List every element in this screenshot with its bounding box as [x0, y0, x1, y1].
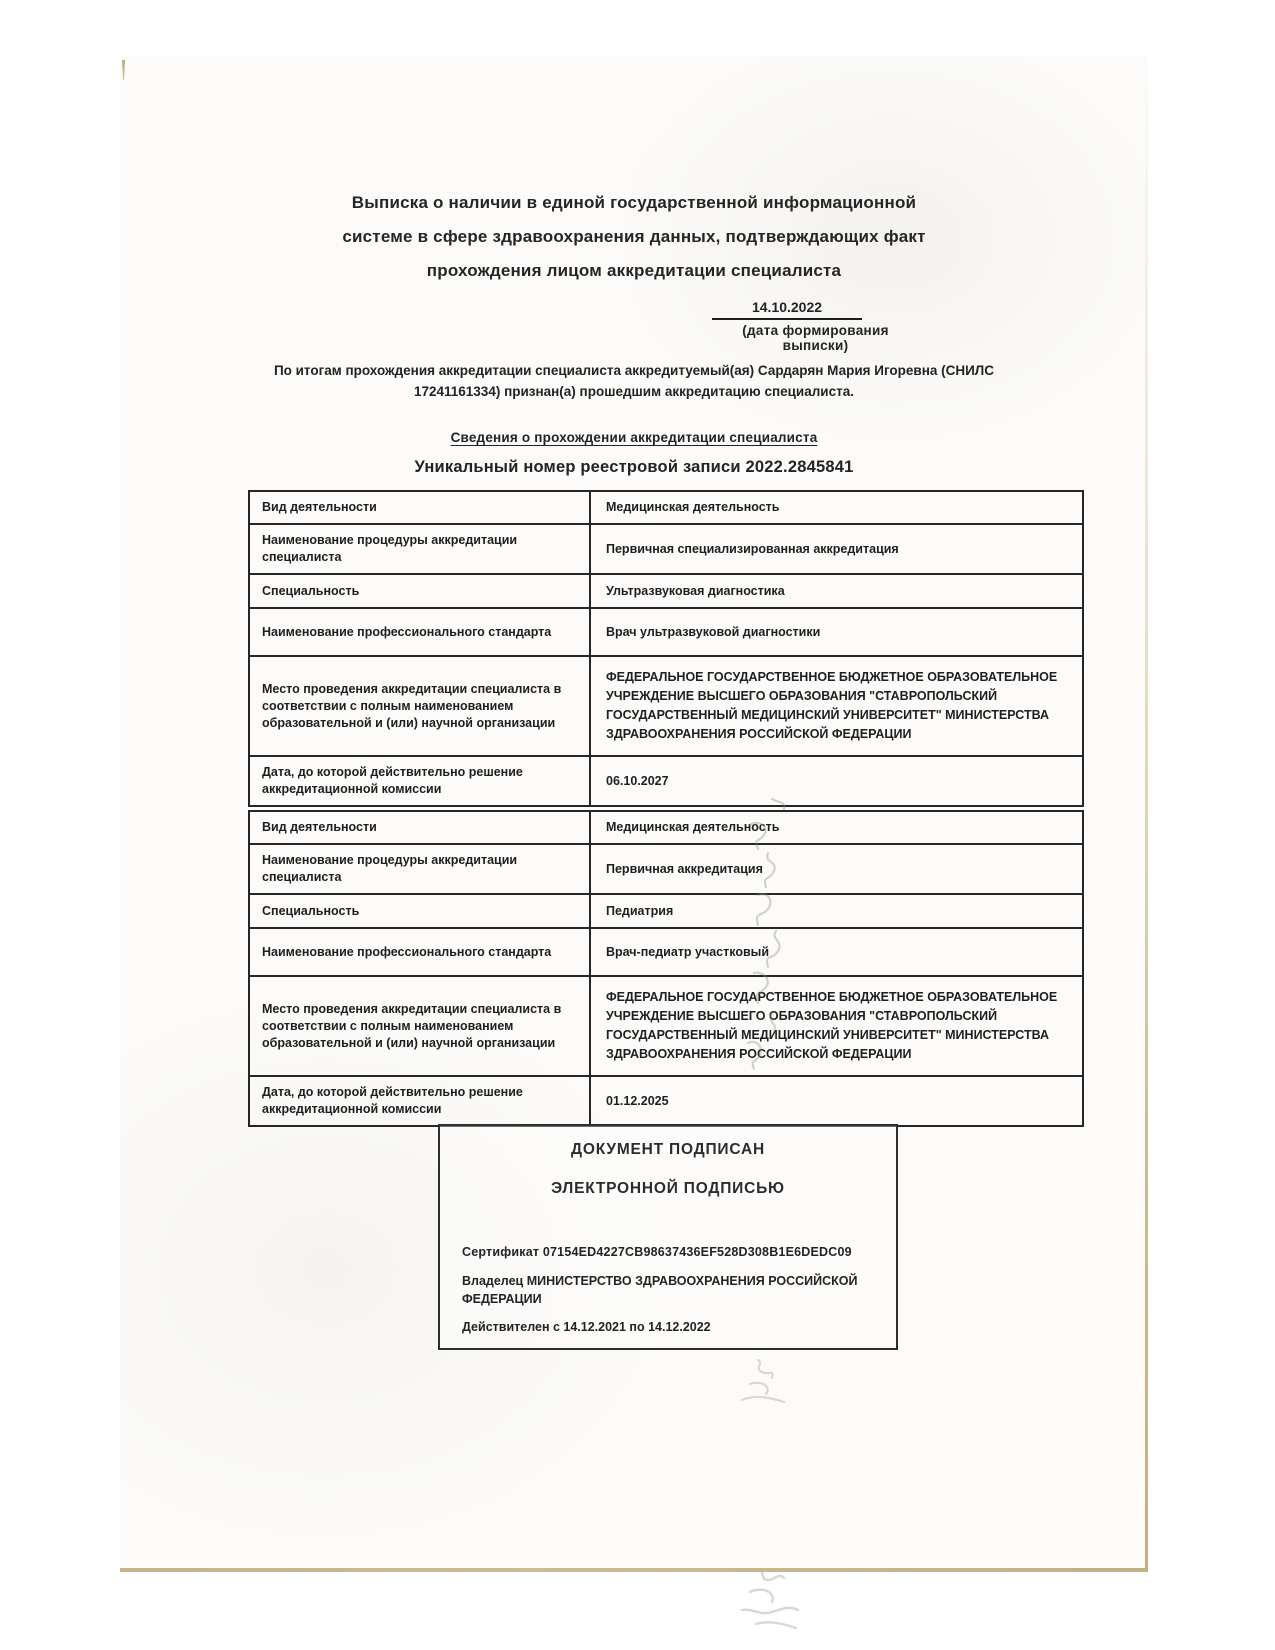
- stamp-artifact-bottom: [722, 1564, 822, 1634]
- formation-date-caption: (дата формирования выписки): [742, 323, 889, 353]
- row-value: Ультразвуковая диагностика: [590, 574, 1083, 608]
- formation-date-block: [708, 299, 923, 353]
- table-row: [249, 491, 1083, 524]
- scan-corner-artifact: [121, 60, 126, 80]
- row-label: Дата, до которой действительно решение аккредитационной комиссии: [249, 1076, 590, 1126]
- document-title: [120, 186, 1148, 288]
- row-label: Специальность: [249, 574, 590, 608]
- registry-number-heading: Уникальный номер реестровой записи 2022.2845841: [414, 458, 854, 476]
- row-label: Место проведения аккредитации специалиста в соответствии с полным наименованием образовательной и (или) научной организации: [249, 976, 590, 1076]
- row-label: Наименование профессионального стандарта: [249, 928, 590, 976]
- row-label: Вид деятельности: [249, 491, 590, 524]
- row-value: Первичная специализированная аккредитация: [590, 524, 1083, 574]
- signature-certificate: Сертификат 07154ED4227CB98637436EF528D308B1E6DEDC09: [462, 1245, 852, 1259]
- scanned-document-page: [120, 56, 1148, 1572]
- intro-paragraph: [204, 360, 1064, 402]
- row-label: Дата, до которой действительно решение аккредитационной комиссии: [249, 756, 590, 806]
- accreditation-table-2: [248, 810, 1084, 1127]
- row-label: Вид деятельности: [249, 811, 590, 844]
- formation-date: 14.10.2022: [712, 299, 862, 320]
- row-value: Первичная аккредитация: [590, 844, 1083, 894]
- table-row: [249, 1076, 1083, 1126]
- table-row: [249, 976, 1083, 1076]
- document-title-line-3: прохождения лицом аккредитации специалиста: [426, 261, 842, 280]
- table-row: [249, 574, 1083, 608]
- paper-bottom-edge: [120, 1568, 1148, 1572]
- electronic-signature-box: [438, 1124, 898, 1350]
- table-row: [249, 811, 1083, 844]
- accreditation-table-1: [248, 490, 1084, 807]
- table-row: [249, 928, 1083, 976]
- row-value: Медицинская деятельность: [590, 811, 1083, 844]
- document-title-line-1: Выписка о наличии в единой государственной информационной: [351, 193, 917, 212]
- row-label: Наименование профессионального стандарта: [249, 608, 590, 656]
- table-row: [249, 756, 1083, 806]
- intro-line-1: По итогам прохождения аккредитации специалиста аккредитуемый(ая) Сардарян Мария Игоревна (СНИЛС: [273, 363, 995, 378]
- row-label: Наименование процедуры аккредитации специалиста: [249, 524, 590, 574]
- row-value: Медицинская деятельность: [590, 491, 1083, 524]
- row-value: ФЕДЕРАЛЬНОЕ ГОСУДАРСТВЕННОЕ БЮДЖЕТНОЕ ОБРАЗОВАТЕЛЬНОЕ УЧРЕЖДЕНИЕ ВЫСШЕГО ОБРАЗОВАНИЯ "СТАВРОПОЛЬСКИЙ ГОСУДАРСТВЕННЫЙ МЕДИЦИНСКИЙ УНИВЕРСИТЕТ" МИНИСТЕРСТВА ЗДРАВООХРАНЕНИЯ РОССИЙСКОЙ ФЕДЕРАЦИИ: [590, 656, 1083, 756]
- row-value: Врач ультразвуковой диагностики: [590, 608, 1083, 656]
- stamp-artifact-below-signature: [728, 1354, 798, 1410]
- signature-title-line-1: ДОКУМЕНТ ПОДПИСАН: [571, 1141, 765, 1158]
- table-row: [249, 524, 1083, 574]
- row-label: Специальность: [249, 894, 590, 928]
- row-label: Наименование процедуры аккредитации специалиста: [249, 844, 590, 894]
- signature-owner: Владелец МИНИСТЕРСТВО ЗДРАВООХРАНЕНИЯ РОССИЙСКОЙ ФЕДЕРАЦИИ: [462, 1274, 858, 1306]
- row-value: Педиатрия: [590, 894, 1083, 928]
- row-value: 06.10.2027: [590, 756, 1083, 806]
- document-title-line-2: системе в сфере здравоохранения данных, подтверждающих факт: [342, 227, 926, 246]
- section-heading: Сведения о прохождении аккредитации специалиста: [450, 430, 818, 445]
- table-row: [249, 844, 1083, 894]
- table-row: [249, 656, 1083, 756]
- row-value: Врач-педиатр участковый: [590, 928, 1083, 976]
- paper-right-edge: [1145, 56, 1148, 1572]
- signature-title-line-2: ЭЛЕКТРОННОЙ ПОДПИСЬЮ: [551, 1180, 785, 1197]
- table-row: [249, 608, 1083, 656]
- row-value: 01.12.2025: [590, 1076, 1083, 1126]
- table-row: [249, 894, 1083, 928]
- row-value: ФЕДЕРАЛЬНОЕ ГОСУДАРСТВЕННОЕ БЮДЖЕТНОЕ ОБРАЗОВАТЕЛЬНОЕ УЧРЕЖДЕНИЕ ВЫСШЕГО ОБРАЗОВАНИЯ "СТАВРОПОЛЬСКИЙ ГОСУДАРСТВЕННЫЙ МЕДИЦИНСКИЙ УНИВЕРСИТЕТ" МИНИСТЕРСТВА ЗДРАВООХРАНЕНИЯ РОССИЙСКОЙ ФЕДЕРАЦИИ: [590, 976, 1083, 1076]
- row-label: Место проведения аккредитации специалиста в соответствии с полным наименованием образовательной и (или) научной организации: [249, 656, 590, 756]
- signature-validity: Действителен с 14.12.2021 по 14.12.2022: [462, 1320, 711, 1334]
- intro-line-2: 17241161334) признан(а) прошедшим аккредитацию специалиста.: [413, 384, 854, 399]
